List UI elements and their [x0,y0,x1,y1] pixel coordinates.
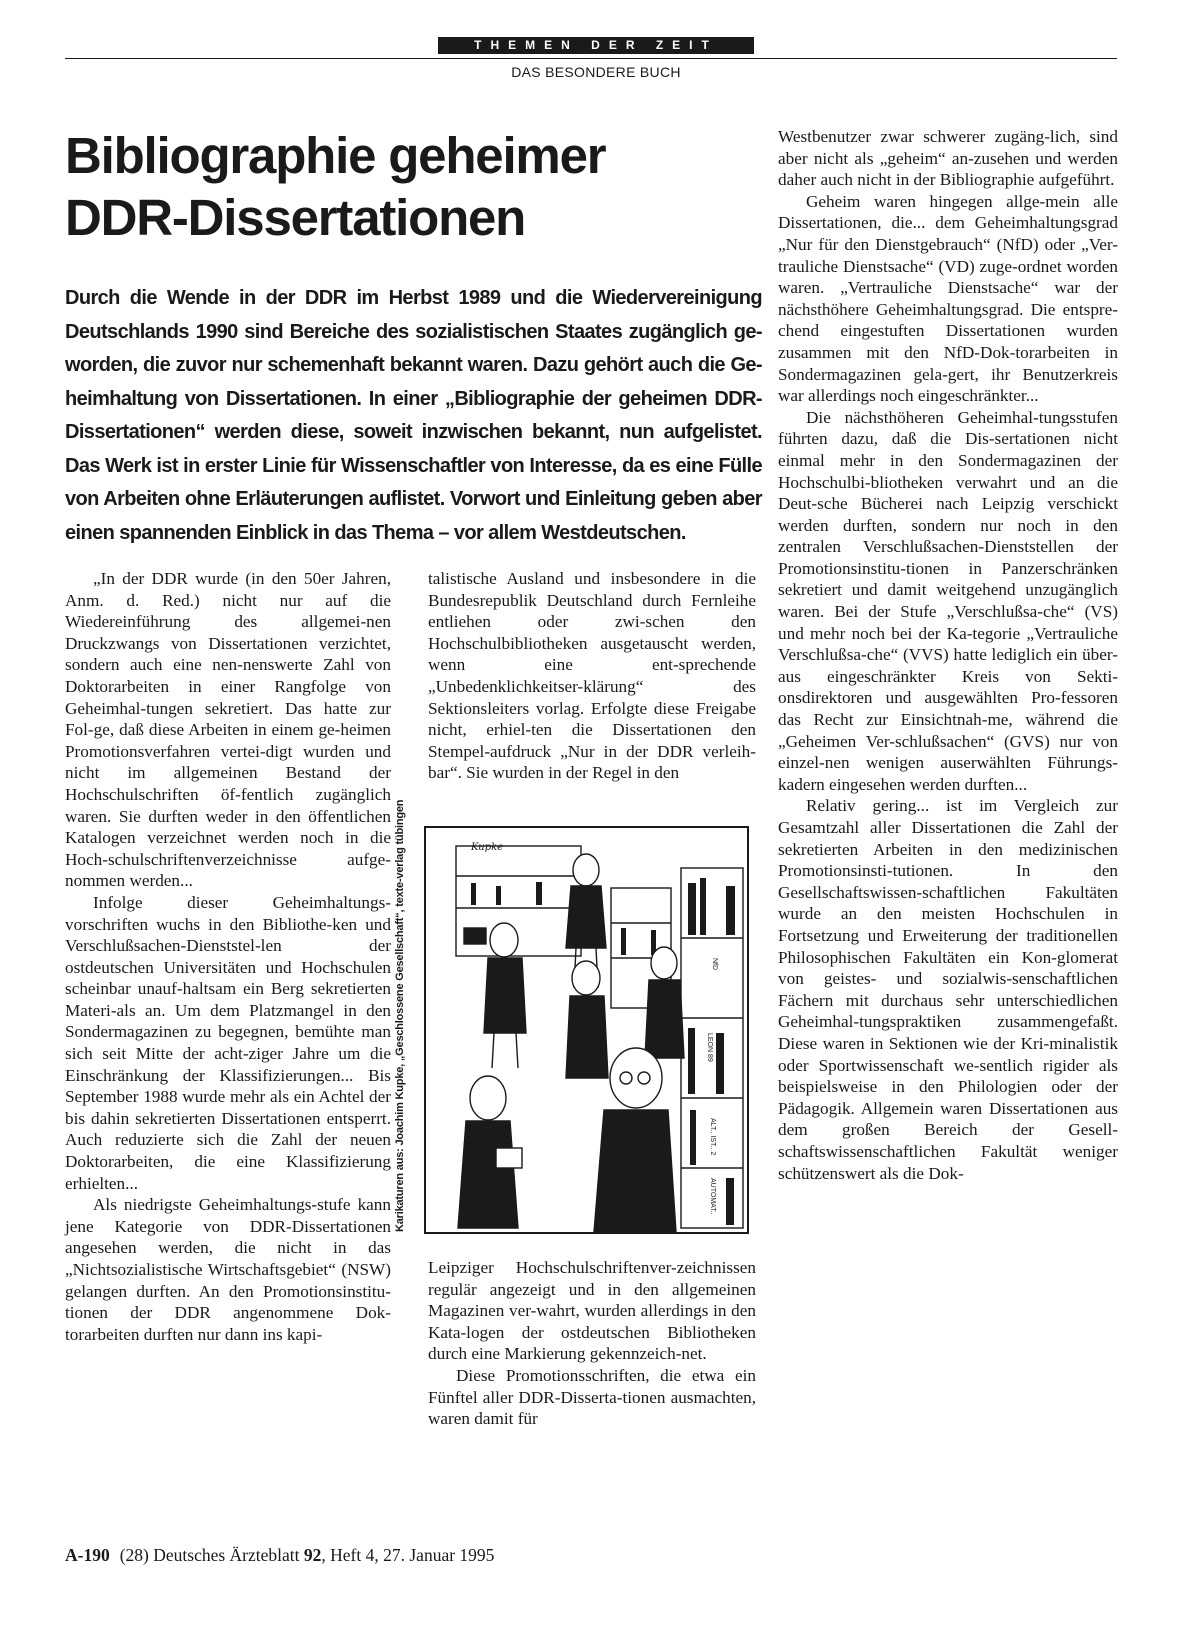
paragraph: Geheim waren hingegen allge-mein alle Dissertationen, die... dem Geheimhaltungsgrad „Nur für den Dienstgebrauch“ (NfD) oder „Ver-trauliche Dienstsache“ (VD) zuge-ordnet worden waren. „Vertrauliche Dienstsache“ war der nächsthöhere Geheimhaltungsgrad. Die entspre-chend eingestuften Dissertationen wurden zusammen mit den NfD-Dok-torarbeiten in Sondermagazinen gela-gert, ihr Benutzerkreis war allerdings noch eingeschränkter... [778,191,1118,406]
citation-volume: 92 [303,1545,322,1565]
paragraph: Als niedrigste Geheimhaltungs-stufe kann jene Kategorie von DDR-Dissertationen angesehen werden, die nicht in das „Nichtsozialistische Wirtschaftsgebiet“ (NSW) gelangen durften. An den Promotionsinstitu-tionen der DDR angenommene Dok-torarbeiten durften nur dann ins kapi- [65,1195,391,1344]
cartoon-caption: Karikaturen aus: Joachim Kupke, „Geschlossene Gesellschaft“, texte-verlag tübingen [394,799,406,1232]
paragraph: talistische Ausland und insbesondere in die Bundesrepublik Deutschland durch Fernleihe entliehen oder zwi-schen den Hochschulbibliotheken ausgetauscht werden, wenn eine ent-sprechende „Unbedenklichkeitser-klärung“ des Sektionsleiters vorlag. Erfolgte diese Freigabe nicht, erhiel-ten die Dissertationen den Stempel-aufdruck „Nur in der DDR verleih-bar“. Sie wurden in der Regel in den [428,569,756,783]
cartoon-drawing [426,828,747,1232]
book-spine-label: ALT.. IST.. 2 [709,1118,716,1156]
title-line-2: DDR-Dissertationen [65,189,526,246]
page-footer [65,1545,494,1566]
column-3 [778,126,1118,1184]
paragraph: Infolge dieser Geheimhaltungs-vorschriften wuchs in den Bibliothe-ken und Verschlußsachen-Dienststel-len der ostdeutschen Universitäten und Hochschulen scheinbar unauf-haltsam ein Berg sekretierten Materi-als an. Um dem Platzmangel in den Sondermagazinen zu begegnen, bemühte man sich seit Mitte der acht-ziger Jahre um die Einschränkung der Klassifizierungen... Bis September 1988 wurde mehr als ein Achtel der bis dahin sekretierten Dissertationen entsperrt. Auch reduzierte sich die Zahl der neuen Doktorarbeiten, die eine Klassifizierung erhielten... [65,892,391,1193]
paragraph: Relativ gering... ist im Vergleich zur Gesamtzahl aller Dissertationen die Zahl der sekretierten Arbeiten in den medizinischen Promotionsinsti-tutionen. In den Gesellschaftswissen-schaftlichen Fakultäten wurde an den meisten Hochschulen in Fortsetzung und Erweiterung der traditionellen Philosophischen Fakultäten ein Kon-glomerat von geistes- und sozialwis-senschaftlichen Fächern mit durchaus sehr unterschiedlichen Geheimhal-tungspraktiken zusammengefaßt. Diese waren in Sektionen wie der Kri-minalistik oder Sportwissenschaft we-sentlich rigider als beispielsweise in den Philologien oder der Pädagogik. Allgemein waren Dissertationen aus dem großen Bereich der Gesell-schaftswissenschaftlichen Fakultät weniger schützenswert als die Dok- [778,796,1118,1183]
column-1 [65,568,391,1345]
section-label: DAS BESONDERE BUCH [511,64,681,80]
paragraph: Leipziger Hochschulschriftenver-zeichnissen regulär angezeigt und in den allgemeinen Magazinen ver-wahrt, wurden allerdings in den Kata-logen der ostdeutschen Bibliotheken durch eine Markierung gekennzeich-net. [428,1258,756,1364]
citation-prefix: (28) Deutsches Ärzteblatt [119,1545,300,1565]
paragraph: „In der DDR wurde (in den 50er Jahren, Anm. d. Red.) nicht nur auf die Wiedereinführung des allgemei-nen Druckzwangs von Dissertationen verzichtet, sondern auch eine nen-nenswerte Zahl von Doktorarbeiten in einer Rangfolge von Geheimhal-tungen sekretiert. Das hatte zur Fol-ge, daß diese Arbeiten in einem ge-heimen Promotionsverfahren vertei-digt wurden und nicht im allgemeinen Bestand der Hochschulschriften öf-fentlich zugänglich waren. Sie durften weder in den öffentlichen Katalogen verzeichnet werden noch in die Hoch-schulschriftenverzeichnisse aufge-nommen werden... [65,569,391,891]
column-2-top [428,568,756,784]
article-lead: Durch die Wende in der DDR im Herbst 1989 und die Wiedervereinigung Deutschlands 1990 sind Bereiche des sozialistischen Staates zugänglich ge-worden, die zuvor nur schemenhaft bekannt waren. Dazu gehört auch die Ge-heimhaltung von Dissertationen. In einer „Bibliographie der geheimen DDR-Dissertationen“ werden diese, soweit inzwischen bekannt, nun aufgelistet. Das Werk ist in erster Linie für Wissenschaftler von Interesse, da es eine Fülle von Arbeiten ohne Erläuterungen auflistet. Vorwort und Einleitung geben aber einen spannenden Einblick in das Thema – vor allem Westdeutschen. [65,287,762,544]
section-series-label: THEMEN DER ZEIT [438,37,754,54]
citation-suffix: , Heft 4, 27. Januar 1995 [321,1545,495,1565]
cartoon-signature: Kupke [471,842,504,853]
title-line-1: Bibliographie geheimer [65,127,606,184]
book-spine-label: LEON 89 [706,1033,713,1062]
column-2-bottom [428,1257,756,1430]
header-rule [65,58,1117,59]
paragraph: Diese Promotionsschriften, die etwa ein Fünftel aller DDR-Disserta-tionen ausmachten, waren damit für [428,1365,756,1429]
paragraph: Westbenutzer zwar schwerer zugäng-lich, sind aber nicht als „geheim“ an-zusehen und werden daher auch nicht in der Bibliographie aufgeführt. [778,127,1118,190]
cartoon-illustration [424,826,749,1234]
paragraph: Die nächsthöheren Geheimhal-tungsstufen führten dazu, daß die Dis-sertationen nicht einmal mehr in den Sondermagazinen der Hochschulbi-bliotheken verwahrt und an die Deut-sche Bücherei nach Leipzig verschickt werden durften, sondern nur noch in den zentralen Verschlußsachen-Dienststellen der Promotionsinstitu-tionen in Panzerschränken sekretiert und damit weitgehend unzugänglich waren. Bei der Stufe „Verschlußsa-che“ (VS) und mehr noch bei der Ka-tegorie „Vertrauliche Verschlußsa-che“ (VVS) hatte lediglich ein über-aus eingeschränkter Kreis von Sekti-onsdirektoren und ausgewählten Pro-fessoren das Recht zur Einsichtnah-me, während die „Geheimen Ver-schlußsachen“ (GVS) nur von einzel-nen wenigen auserwählten Führungs-kadern eingesehen werden durften... [778,407,1118,794]
book-spine-label: NfD [711,958,718,971]
book-spine-label: AUTOMAT.. [709,1178,716,1215]
article-title [65,125,745,249]
page-number: A-190 [65,1545,110,1565]
